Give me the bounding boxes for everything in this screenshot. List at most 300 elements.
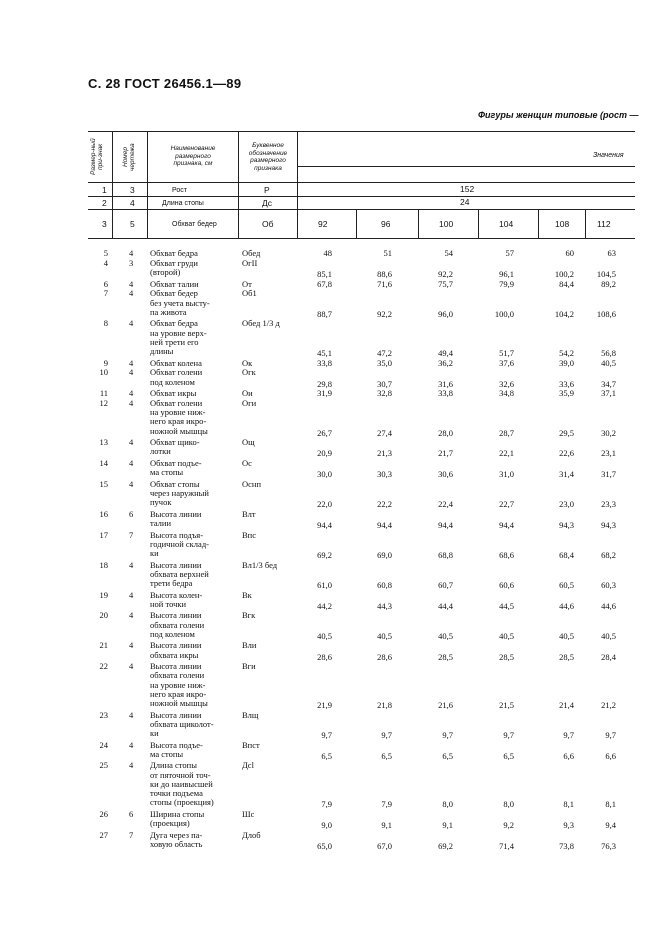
row-value: 96,0 — [438, 308, 453, 319]
row-value: 20,9 — [317, 448, 332, 459]
row-symbol: Вл1/3 бед — [242, 559, 278, 570]
row-num: 9 — [103, 357, 108, 368]
row-num: 16 — [99, 508, 108, 519]
row-value: 75,7 — [438, 278, 453, 289]
header-drawing: Номер чертежа — [122, 143, 136, 171]
row-name-line: Дуга через па- — [150, 829, 203, 840]
row-value: 22,6 — [559, 448, 574, 459]
row-value: 68,6 — [499, 550, 514, 560]
row-value: 40,5 — [377, 630, 392, 641]
row-value: 60,7 — [438, 580, 453, 590]
row-value: 9,2 — [503, 820, 514, 830]
row-num: 8 — [103, 318, 108, 329]
row-value: 57 — [505, 248, 514, 258]
row-value: 22,2 — [377, 499, 392, 510]
row-value: 76,3 — [601, 840, 616, 851]
row-value: 60,3 — [601, 580, 616, 590]
row-value: 37,1 — [601, 388, 616, 399]
row-symbol: Влщ — [242, 709, 259, 720]
row-name-line: под коленом — [150, 628, 195, 639]
row1-symbol: Р — [264, 185, 270, 195]
row-name-line: лотки — [150, 446, 171, 457]
row-name-line: Обхват талии — [150, 278, 199, 289]
row-value: 68,4 — [559, 550, 574, 560]
row-value: 33,8 — [438, 388, 453, 399]
row-value: 44,2 — [317, 600, 332, 611]
row1-name: Рост — [172, 187, 187, 194]
row-drawing: 4 — [129, 458, 134, 468]
row2-name: Длина стопы — [162, 200, 204, 207]
row-value: 23,0 — [559, 499, 574, 510]
row-value: 44,3 — [377, 600, 392, 611]
row-value: 49,4 — [438, 348, 453, 358]
hip-value-112: 112 — [597, 219, 611, 229]
row3-name: Обхват бедер — [172, 221, 217, 228]
row-value: 36,2 — [438, 357, 453, 368]
row-value: 30,2 — [601, 427, 616, 438]
row-symbol: Вли — [242, 640, 257, 651]
row-value: 23,3 — [601, 499, 616, 510]
val-rule-3 — [478, 209, 479, 238]
hip-value-96: 96 — [381, 219, 391, 229]
row-name-line: Обхват бедра — [150, 248, 198, 258]
row-value: 28,7 — [499, 427, 514, 438]
row-drawing: 4 — [129, 760, 134, 771]
row-name-line: Обхват икры — [150, 388, 197, 399]
row-value: 30,0 — [317, 469, 332, 480]
row-value: 28,5 — [499, 651, 514, 662]
row-value: 21,2 — [601, 700, 616, 710]
row-value: 69,0 — [377, 550, 392, 560]
row-drawing: 4 — [129, 739, 134, 750]
row-value: 21,4 — [559, 700, 574, 710]
row-symbol: Впст — [242, 739, 260, 750]
row-name-line: Высота подъя- — [150, 529, 204, 540]
row-value: 6,5 — [321, 750, 332, 761]
header-bottom-rule — [88, 182, 635, 183]
row-value: 84,4 — [559, 278, 574, 289]
row3-symbol: Об — [262, 219, 274, 229]
row-name-line: ножной мышцы — [150, 698, 208, 708]
row-value: 40,5 — [499, 630, 514, 641]
header-name: Наименование размерного признака, см — [170, 145, 216, 167]
row-symbol: ОгII — [242, 257, 258, 268]
row-value: 9,7 — [321, 730, 332, 740]
row-value: 54 — [444, 248, 453, 258]
row-drawing: 7 — [129, 829, 134, 840]
row-name-line: ки — [150, 548, 159, 558]
row-value: 9,7 — [563, 730, 574, 740]
row-value: 21,3 — [377, 448, 392, 459]
row-value: 9,7 — [381, 730, 392, 740]
row-symbol: Оги — [242, 398, 257, 408]
row-symbol: Обед 1/3 д — [242, 318, 280, 329]
row-value: 27,4 — [377, 427, 392, 438]
row-value: 44,4 — [438, 600, 453, 611]
row-value: 32,8 — [377, 388, 392, 399]
row-value: 92,2 — [438, 269, 453, 279]
row-2-rule — [88, 209, 635, 210]
row-drawing: 3 — [129, 257, 134, 268]
row-value: 9,4 — [605, 820, 616, 830]
row-value: 9,1 — [381, 820, 392, 830]
row-value: 88,7 — [317, 308, 332, 319]
row-drawing: 4 — [129, 610, 134, 621]
row-value: 45,1 — [317, 348, 332, 358]
row-num: 20 — [99, 610, 108, 621]
row-symbol: Влт — [242, 508, 256, 519]
page-header: С. 28 ГОСТ 26456.1—89 — [88, 76, 242, 91]
row-value: 71,6 — [377, 278, 392, 289]
row-value: 33,8 — [317, 357, 332, 368]
row-name-line: Обхват стопы — [150, 478, 200, 489]
row-value: 26,7 — [317, 427, 332, 438]
row-drawing: 7 — [129, 529, 134, 540]
row-drawing: 4 — [129, 559, 134, 570]
col-rule-3 — [238, 131, 239, 238]
row-name-line: Высота линии — [150, 508, 202, 519]
row-value: 21,5 — [499, 700, 514, 710]
row-value: 7,9 — [381, 799, 392, 810]
row-name-line: обхвата верхней — [150, 568, 209, 579]
row-value: 104,2 — [554, 308, 574, 319]
row-value: 28,6 — [317, 651, 332, 662]
row-name-line: Обхват бедер — [150, 288, 198, 299]
row-name-line: (проекция) — [150, 818, 190, 828]
row-num: 15 — [99, 478, 108, 489]
row-drawing: 4 — [129, 478, 134, 489]
row-num: 19 — [99, 589, 108, 600]
row-drawing: 6 — [129, 808, 134, 819]
row-value: 94,4 — [499, 520, 514, 530]
row-1-rule — [88, 196, 635, 197]
row1-drawing: 3 — [130, 185, 135, 195]
row-value: 33,6 — [559, 378, 574, 389]
row-value: 34,8 — [499, 388, 514, 399]
row-name-line: длины — [150, 346, 174, 356]
row2-drawing: 4 — [130, 198, 135, 208]
row-name-line: через наружный — [150, 488, 209, 498]
row-value: 34,7 — [601, 378, 616, 389]
row-symbol: Ощ — [242, 437, 255, 448]
row-name-line: Высота линии — [150, 640, 202, 651]
row-symbol: Ос — [242, 458, 252, 468]
row-drawing: 4 — [129, 318, 134, 329]
row-symbol: Вги — [242, 661, 256, 672]
row-value: 6,5 — [442, 750, 453, 761]
row-num: 11 — [99, 388, 108, 399]
row-value: 67,8 — [317, 278, 332, 289]
row-value: 69,2 — [317, 550, 332, 560]
row-value: 108,6 — [596, 308, 616, 319]
row-value: 94,4 — [317, 520, 332, 530]
row-value: 21,6 — [438, 700, 453, 710]
row-drawing: 4 — [129, 709, 134, 720]
row-value: 9,3 — [563, 820, 574, 830]
row-value: 60,5 — [559, 580, 574, 590]
row-value: 61,0 — [317, 580, 332, 590]
header-symbol: Буквенное обозначение размерного признака — [248, 142, 288, 172]
row-value: 51 — [383, 248, 392, 258]
col-rule-4 — [297, 131, 298, 238]
row-name-line: него края икро- — [150, 416, 207, 427]
row-value: 30,6 — [438, 469, 453, 480]
row-num: 17 — [99, 529, 108, 540]
row-value: 28,4 — [601, 651, 616, 662]
row-num: 7 — [103, 288, 108, 299]
row-value: 54,2 — [559, 348, 574, 358]
row-drawing: 4 — [129, 288, 134, 299]
row-value: 40,5 — [559, 630, 574, 641]
row-value: 40,5 — [601, 357, 616, 368]
row-value: 60,8 — [377, 580, 392, 590]
row-name-line: на уровне ниж- — [150, 407, 206, 418]
row-value: 6,6 — [563, 750, 574, 761]
row-value: 63 — [607, 248, 616, 258]
row-value: 94,3 — [559, 520, 574, 530]
row-drawing: 6 — [129, 508, 134, 519]
hip-value-108: 108 — [555, 219, 570, 229]
row-drawing: 4 — [129, 388, 134, 399]
row-name-line: Обхват колена — [150, 357, 202, 368]
row-value: 21,8 — [377, 700, 392, 710]
row-name-line: Обхват бедра — [150, 318, 198, 329]
row-num: 26 — [99, 808, 108, 819]
row-name-line: ной точки — [150, 598, 187, 609]
row3-num: 3 — [102, 219, 107, 229]
row-symbol: Оснп — [242, 478, 262, 489]
row-value: 94,3 — [601, 520, 616, 530]
row-value: 31,7 — [601, 469, 616, 480]
row-name-line: ки — [150, 728, 159, 738]
row-value: 28,0 — [438, 427, 453, 438]
row-name-line: Высота подъе- — [150, 739, 203, 750]
row-name-line: Высота линии — [150, 709, 202, 720]
row-value: 22,0 — [317, 499, 332, 510]
row-value: 9,1 — [442, 820, 453, 830]
row-value: 68,8 — [438, 550, 453, 560]
hip-value-104: 104 — [499, 219, 514, 229]
row-num: 27 — [99, 829, 108, 840]
row-name-line: талии — [150, 518, 172, 528]
row-value: 100,2 — [554, 269, 574, 279]
row-value: 9,0 — [321, 820, 332, 830]
row-value: 60 — [565, 248, 574, 258]
row1-num: 1 — [102, 185, 107, 195]
row-symbol: Ок — [242, 357, 253, 368]
val-rule-4 — [538, 209, 539, 238]
row-value: 96,1 — [499, 269, 514, 279]
row-value: 32,6 — [499, 378, 514, 389]
row-symbol: Дсl — [242, 760, 254, 771]
row-name-line: на уровне ниж- — [150, 679, 206, 690]
row-value: 67,0 — [377, 840, 392, 851]
row2-value: 24 — [460, 197, 470, 207]
row-name-line: под коленом — [150, 376, 195, 387]
row2-num: 2 — [102, 198, 107, 208]
row-num: 25 — [99, 760, 108, 771]
val-rule-5 — [585, 209, 586, 238]
row-value: 21,7 — [438, 448, 453, 459]
row-value: 6,5 — [381, 750, 392, 761]
row-value: 37,6 — [499, 357, 514, 368]
row-name-line: Высота линии — [150, 559, 202, 570]
row-value: 94,4 — [377, 520, 392, 530]
row-value: 71,4 — [499, 840, 514, 851]
row-value: 8,0 — [442, 799, 453, 810]
row-name-line: обхвата голени — [150, 619, 205, 630]
row-drawing: 4 — [129, 367, 134, 378]
row-value: 89,2 — [601, 278, 616, 289]
row-value: 85,1 — [317, 269, 332, 279]
row-name-line: годичной склад- — [150, 538, 209, 549]
row-drawing: 4 — [129, 640, 134, 651]
row-num: 23 — [99, 709, 108, 720]
row-value: 40,5 — [601, 630, 616, 641]
row-name-line: Обхват голени — [150, 367, 203, 378]
row-num: 5 — [103, 248, 108, 258]
row-value: 35,0 — [377, 357, 392, 368]
row-value: 22,7 — [499, 499, 514, 510]
row-drawing: 4 — [129, 661, 134, 672]
row-drawing: 4 — [129, 437, 134, 448]
row-drawing: 4 — [129, 357, 134, 368]
row-num: 24 — [99, 739, 108, 750]
row-name-line: Высота колен- — [150, 589, 203, 600]
row-value: 47,2 — [377, 348, 392, 358]
row-value: 92,2 — [377, 308, 392, 319]
row-symbol: Огк — [242, 367, 256, 378]
row-value: 65,0 — [317, 840, 332, 851]
row-symbol: Шс — [242, 808, 255, 819]
hip-value-92: 92 — [318, 219, 328, 229]
row-drawing: 4 — [129, 398, 134, 408]
row-value: 60,6 — [499, 580, 514, 590]
row-num: 10 — [99, 367, 108, 378]
row-name-line: трети бедра — [150, 578, 193, 588]
row-name-line: Высота линии — [150, 661, 202, 672]
row-name-line: (второй) — [150, 267, 181, 277]
row-name-line: Обхват щико- — [150, 437, 200, 448]
row-drawing: 4 — [129, 278, 134, 289]
row-name-line: ма стопы — [150, 467, 184, 478]
row-value: 56,8 — [601, 348, 616, 358]
row-name-line: Длина стопы — [150, 760, 197, 771]
row-value: 7,9 — [321, 799, 332, 810]
row-name-line: Высота линии — [150, 610, 202, 621]
row-name-line: стопы (проекция) — [150, 797, 214, 808]
row-num: 21 — [99, 640, 108, 651]
row-drawing: 4 — [129, 589, 134, 600]
row-name-line: пучок — [150, 497, 172, 508]
hip-value-100: 100 — [439, 219, 454, 229]
row-name-line: точки подъема — [150, 788, 203, 798]
row-value: 48 — [323, 248, 332, 258]
row-value: 22,1 — [499, 448, 514, 459]
row-name-line: Ширина стопы — [150, 808, 205, 819]
row-name-line: без учета высту- — [150, 297, 210, 308]
row-value: 73,8 — [559, 840, 574, 851]
row-value: 22,4 — [438, 499, 453, 510]
row-drawing: 4 — [129, 248, 134, 258]
row-value: 30,3 — [377, 469, 392, 480]
row-num: 22 — [99, 661, 108, 672]
row-value: 68,2 — [601, 550, 616, 560]
row-value: 9,7 — [442, 730, 453, 740]
row-num: 13 — [99, 437, 108, 448]
row-num: 18 — [99, 559, 108, 570]
row-value: 28,5 — [438, 651, 453, 662]
row-value: 8,0 — [503, 799, 514, 810]
row-value: 39,0 — [559, 357, 574, 368]
row-value: 29,8 — [317, 378, 332, 389]
row-value: 30,7 — [377, 378, 392, 389]
row-value: 94,4 — [438, 520, 453, 530]
row1-value: 152 — [460, 184, 475, 194]
row-value: 31,4 — [559, 469, 574, 480]
row-symbol: Ои — [242, 388, 253, 399]
row-value: 23,1 — [601, 448, 616, 459]
row-value: 44,6 — [559, 600, 574, 611]
row-name-line: ки до наивысшей — [150, 778, 213, 789]
row-value: 104,5 — [596, 269, 616, 279]
row-name-line: Обхват подъе- — [150, 458, 202, 468]
row-3-rule — [88, 238, 635, 239]
row-symbol: От — [242, 278, 252, 289]
row-symbol: Об1 — [242, 288, 257, 299]
row-value: 100,0 — [494, 308, 514, 319]
row-value: 35,9 — [559, 388, 574, 399]
row-symbol: Вгк — [242, 610, 256, 621]
row-num: 6 — [103, 278, 108, 289]
row-name-line: ножной мышцы — [150, 425, 208, 436]
col-rule-1 — [112, 131, 113, 238]
row-name-line: обхвата голени — [150, 670, 205, 681]
table-title: Фигуры женщин типовые (рост — — [478, 110, 639, 120]
row-name-line: обхвата щиколот- — [150, 718, 214, 729]
row-value: 8,1 — [563, 799, 574, 810]
row-num: 4 — [103, 257, 108, 268]
row-value: 31,9 — [317, 388, 332, 399]
row2-symbol: Дс — [262, 198, 273, 208]
row-value: 6,6 — [605, 750, 616, 761]
val-rule-2 — [418, 209, 419, 238]
row3-drawing: 5 — [130, 219, 135, 229]
row-value: 9,7 — [605, 730, 616, 740]
row-name-line: ней трети его — [150, 336, 199, 347]
row-value: 31,0 — [499, 469, 514, 480]
header-num: Размер-ный при-знак — [90, 138, 104, 176]
row-value: 6,5 — [503, 750, 514, 761]
values-split-rule — [297, 166, 635, 167]
row-value: 40,5 — [317, 630, 332, 641]
row-name-line: па живота — [150, 306, 187, 317]
row-name-line: ма стопы — [150, 748, 184, 759]
row-value: 29,5 — [559, 427, 574, 438]
col-rule-2 — [147, 131, 148, 238]
row-value: 28,6 — [377, 651, 392, 662]
row-symbol: Вк — [242, 589, 252, 600]
table-top-rule — [88, 131, 635, 132]
row-name-line: Обхват груди — [150, 257, 198, 268]
row-value: 69,2 — [438, 840, 453, 851]
row-name-line: ховую область — [150, 838, 203, 849]
row-name-line: Обхват голени — [150, 398, 203, 408]
row-value: 8,1 — [605, 799, 616, 810]
row-value: 79,9 — [499, 278, 514, 289]
header-values: Значения — [593, 152, 624, 159]
row-value: 44,5 — [499, 600, 514, 611]
